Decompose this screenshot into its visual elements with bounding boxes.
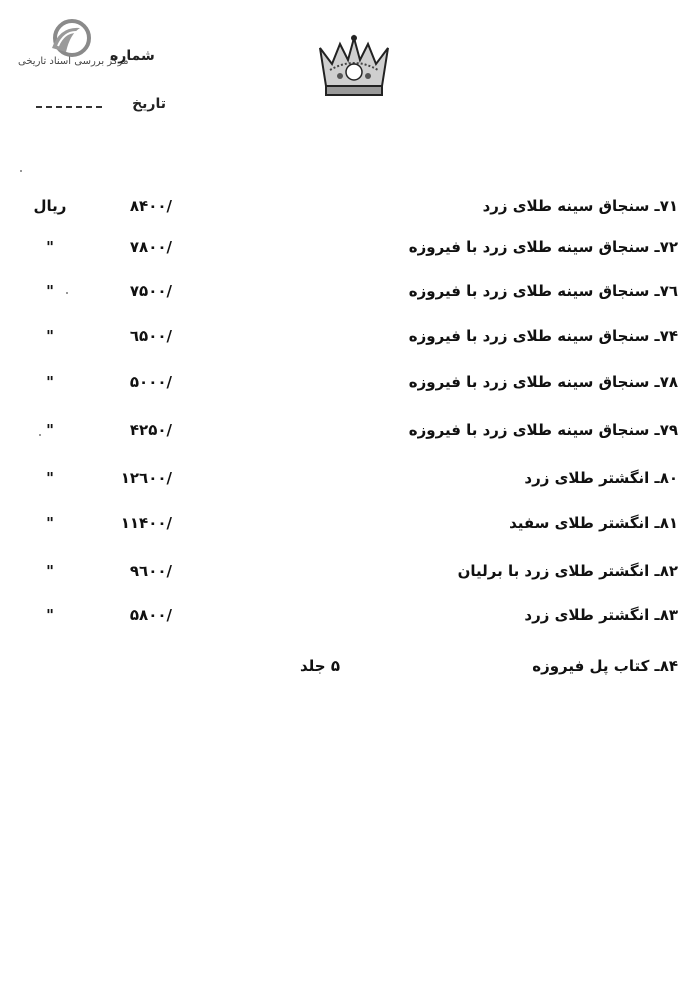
date-label: تاریخ bbox=[132, 96, 166, 112]
item-text: انگشتر طلای زرد با برلیان bbox=[457, 562, 650, 580]
item-number: ۷٦ bbox=[659, 282, 678, 300]
item-number: ۷۲ bbox=[659, 238, 678, 256]
date-blank-line bbox=[36, 106, 102, 108]
item-quantity: ۵ جلد bbox=[300, 657, 340, 675]
item-description: ۸۱ـ انگشتر طلای سفید bbox=[509, 514, 678, 532]
scan-speck bbox=[20, 170, 22, 172]
item-price: ۱۲٦۰۰/ bbox=[120, 469, 172, 487]
reference-number-label: شماره bbox=[110, 48, 155, 64]
list-item bbox=[0, 514, 700, 548]
list-item bbox=[0, 606, 700, 640]
item-number: ۸۲ bbox=[659, 562, 678, 580]
item-number: ۷۴ bbox=[659, 327, 678, 345]
item-description: ۷۱ـ سنجاق سینه طلای زرد bbox=[482, 197, 678, 215]
date-row bbox=[36, 88, 166, 112]
list-item bbox=[0, 562, 700, 596]
item-text: سنجاق سینه طلای زرد با فیروزه bbox=[408, 282, 650, 300]
item-text: سنجاق سینه طلای زرد با فیروزه bbox=[408, 421, 650, 439]
item-number: ۸۰ bbox=[659, 469, 678, 487]
item-unit: " bbox=[46, 606, 54, 624]
item-unit: " bbox=[46, 238, 54, 256]
item-text: سنجاق سینه طلای زرد با فیروزه bbox=[408, 327, 650, 345]
list-item bbox=[0, 421, 700, 455]
item-unit: ریال bbox=[33, 197, 67, 215]
item-description: ۷۴ـ سنجاق سینه طلای زرد با فیروزه bbox=[408, 327, 678, 345]
item-description: ۸۲ـ انگشتر طلای زرد با برلیان bbox=[457, 562, 678, 580]
item-unit: " bbox=[46, 469, 54, 487]
item-number: ۸۳ bbox=[659, 606, 678, 624]
item-unit: " bbox=[46, 514, 54, 532]
item-price: ۷۸۰۰/ bbox=[129, 238, 172, 256]
item-unit: " bbox=[46, 327, 54, 345]
item-unit: " bbox=[46, 282, 54, 300]
list-item bbox=[0, 327, 700, 361]
item-text: سنجاق سینه طلای زرد با فیروزه bbox=[408, 238, 650, 256]
list-item bbox=[0, 657, 700, 691]
list-item bbox=[0, 469, 700, 503]
list-item bbox=[0, 282, 700, 316]
item-text: سنجاق سینه طلای زرد bbox=[482, 197, 650, 215]
item-number: ۷۸ bbox=[659, 373, 678, 391]
archive-logo-icon bbox=[46, 18, 92, 58]
crown-emblem-icon bbox=[316, 34, 392, 104]
scan-speck bbox=[66, 292, 68, 294]
item-text: انگشتر طلای زرد bbox=[524, 469, 650, 487]
item-description: ۷۸ـ سنجاق سینه طلای زرد با فیروزه bbox=[408, 373, 678, 391]
item-price: ۸۴۰۰/ bbox=[129, 197, 172, 215]
item-price: ۴۲۵۰/ bbox=[129, 421, 172, 439]
item-price: ۵۸۰۰/ bbox=[129, 606, 172, 624]
item-description: ۸۰ـ انگشتر طلای زرد bbox=[524, 469, 678, 487]
item-description: ۷۹ـ سنجاق سینه طلای زرد با فیروزه bbox=[408, 421, 678, 439]
item-description: ۸۴ـ کتاب پل فیروزه bbox=[532, 657, 678, 675]
item-number: ۷۹ bbox=[659, 421, 678, 439]
item-price: ۹٦۰۰/ bbox=[129, 562, 172, 580]
item-price: ٦۵۰۰/ bbox=[129, 327, 172, 345]
item-unit: " bbox=[46, 562, 54, 580]
item-price: ۵۰۰۰/ bbox=[129, 373, 172, 391]
item-price: ۱۱۴۰۰/ bbox=[120, 514, 172, 532]
item-description: ۷٦ـ سنجاق سینه طلای زرد با فیروزه bbox=[408, 282, 678, 300]
scan-speck bbox=[39, 434, 41, 436]
item-number: ۸۱ bbox=[659, 514, 678, 532]
item-description: ۸۳ـ انگشتر طلای زرد bbox=[524, 606, 678, 624]
item-text: انگشتر طلای زرد bbox=[524, 606, 650, 624]
list-item bbox=[0, 373, 700, 407]
list-item bbox=[0, 197, 700, 231]
list-item bbox=[0, 238, 700, 272]
item-number: ۸۴ bbox=[659, 657, 678, 675]
item-text: کتاب پل فیروزه bbox=[532, 657, 650, 675]
item-text: سنجاق سینه طلای زرد با فیروزه bbox=[408, 373, 650, 391]
item-unit: " bbox=[46, 421, 54, 439]
item-number: ۷۱ bbox=[659, 197, 678, 215]
item-unit: " bbox=[46, 373, 54, 391]
item-text: انگشتر طلای سفید bbox=[509, 514, 650, 532]
item-price: ۷۵۰۰/ bbox=[129, 282, 172, 300]
item-description: ۷۲ـ سنجاق سینه طلای زرد با فیروزه bbox=[408, 238, 678, 256]
archive-watermark: مرکز بررسی اسناد تاریخی bbox=[18, 56, 129, 67]
